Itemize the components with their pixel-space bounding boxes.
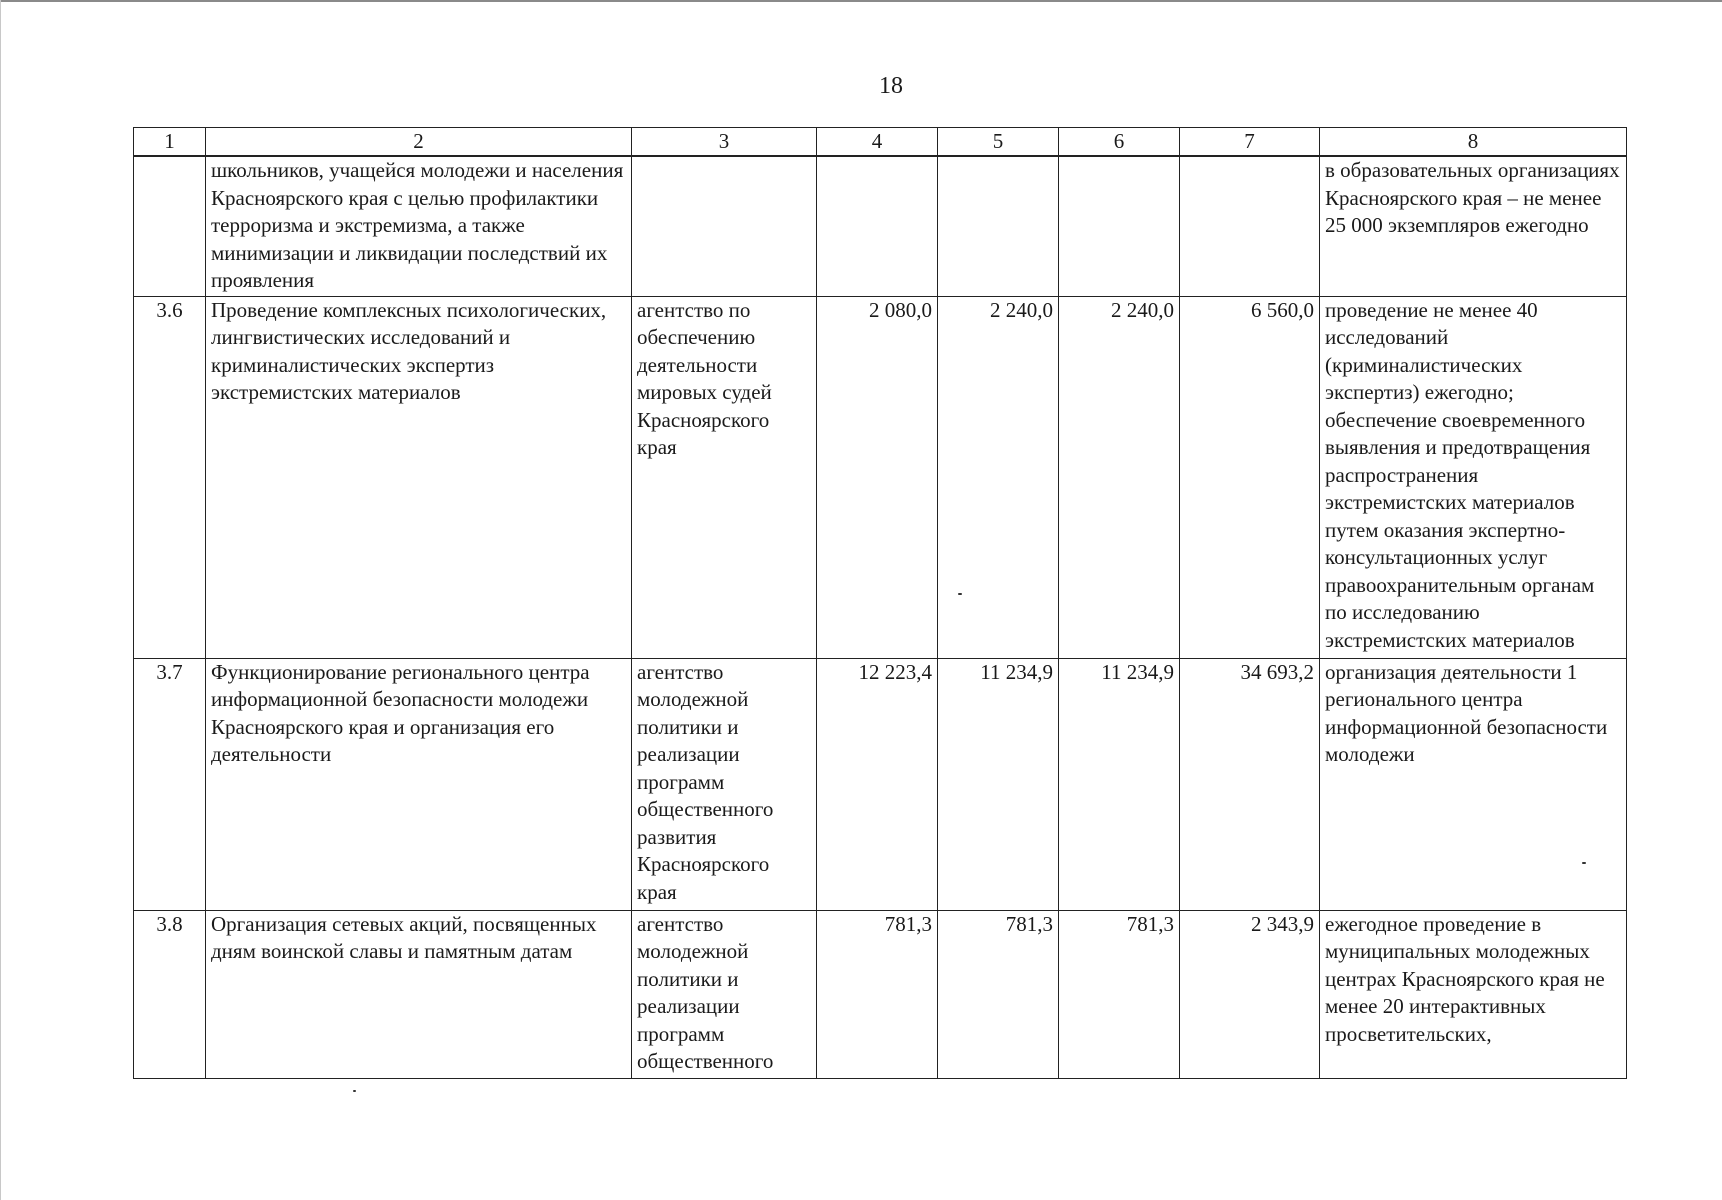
value-col-7: 6 560,0 (1180, 296, 1320, 658)
value-col-6 (1059, 156, 1180, 296)
responsible-agency (632, 156, 817, 296)
activity-name: школьников, учащейся молодежи и населения Красноярского края с целью профилактики терроризма и экстремизма, а также минимизации и ликвидации последствий их проявления (206, 156, 632, 296)
scan-speck (958, 593, 962, 595)
value-col-6: 2 240,0 (1059, 296, 1180, 658)
header-cell-6: 6 (1059, 128, 1180, 157)
header-cell-4: 4 (817, 128, 938, 157)
value-col-5: 781,3 (938, 910, 1059, 1078)
value-col-4: 781,3 (817, 910, 938, 1078)
row-index: 3.6 (134, 296, 206, 658)
expected-result: ежегодное проведение в муниципальных молодежных центрах Красноярского края не менее 20 интерактивных просветительских, (1320, 910, 1627, 1078)
table-row-3-7 (134, 658, 1627, 910)
value-col-7 (1180, 156, 1320, 296)
header-cell-5: 5 (938, 128, 1059, 157)
responsible-agency: агентство молодежной политики и реализации программ общественного развития Красноярского края (632, 658, 817, 910)
table-header-row (134, 128, 1627, 157)
page-number: 18 (879, 73, 903, 99)
table-row-continuation (134, 156, 1627, 296)
value-col-6: 781,3 (1059, 910, 1180, 1078)
responsible-agency: агентство по обеспечению деятельности мировых судей Красноярского края (632, 296, 817, 658)
value-col-6: 11 234,9 (1059, 658, 1180, 910)
value-col-4 (817, 156, 938, 296)
table-row-3-8 (134, 910, 1627, 1078)
scan-left-edge (0, 0, 1, 1200)
table-row-3-6 (134, 296, 1627, 658)
expected-result: в образовательных организациях Красноярского края – не менее 25 000 экземпляров ежегодно (1320, 156, 1627, 296)
value-col-4: 12 223,4 (817, 658, 938, 910)
activity-name: Функционирование регионального центра информационной безопасности молодежи Красноярского края и организация его деятельности (206, 658, 632, 910)
value-col-5 (938, 156, 1059, 296)
value-col-5: 11 234,9 (938, 658, 1059, 910)
header-cell-3: 3 (632, 128, 817, 157)
header-cell-2: 2 (206, 128, 632, 157)
value-col-5: 2 240,0 (938, 296, 1059, 658)
value-col-7: 2 343,9 (1180, 910, 1320, 1078)
value-col-7: 34 693,2 (1180, 658, 1320, 910)
row-index: 3.7 (134, 658, 206, 910)
activity-table (133, 127, 1627, 1079)
expected-result: организация деятельности 1 регионального центра информационной безопасности молодежи (1320, 658, 1627, 910)
responsible-agency: агентство молодежной политики и реализации программ общественного (632, 910, 817, 1078)
activity-name: Проведение комплексных психологических, лингвистических исследований и криминалистических экспертиз экстремистских материалов (206, 296, 632, 658)
scan-speck (353, 1090, 356, 1092)
expected-result: проведение не менее 40 исследований (криминалистических экспертиз) ежегодно; обеспечение своевременного выявления и предотвращения распространения экстремистских материалов путем оказания экспертно-консультационных услуг правоохранительным органам по исследованию экстремистских материалов (1320, 296, 1627, 658)
scan-top-edge (0, 0, 1722, 2)
value-col-4: 2 080,0 (817, 296, 938, 658)
activity-name: Организация сетевых акций, посвященных дням воинской славы и памятным датам (206, 910, 632, 1078)
row-index: 3.8 (134, 910, 206, 1078)
row-index (134, 156, 206, 296)
header-cell-1: 1 (134, 128, 206, 157)
scan-speck (1582, 862, 1586, 864)
header-cell-7: 7 (1180, 128, 1320, 157)
header-cell-8: 8 (1320, 128, 1627, 157)
